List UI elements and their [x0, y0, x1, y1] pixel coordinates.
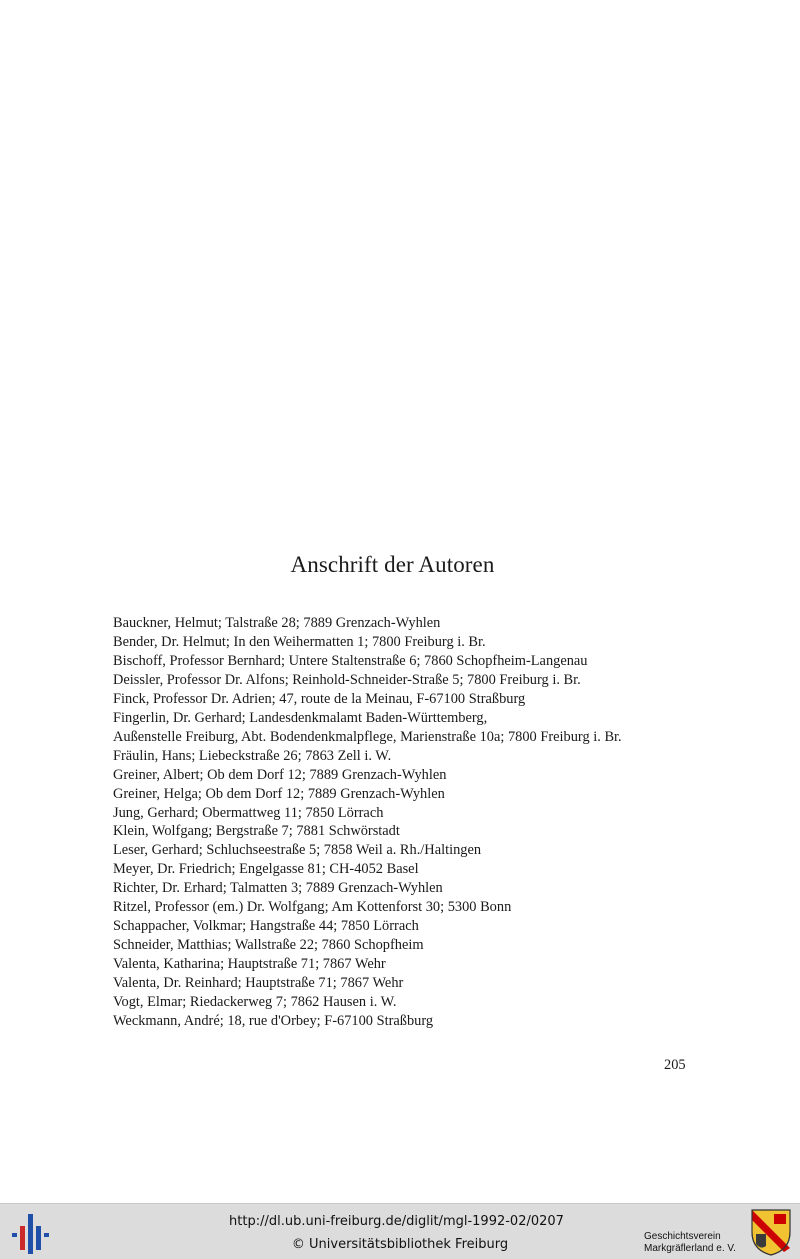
author-entry: Valenta, Dr. Reinhard; Hauptstraße 71; 7867 Wehr — [113, 975, 404, 992]
author-entry: Deissler, Professor Dr. Alfons; Reinhold-Schneider-Straße 5; 7800 Freiburg i. Br. — [113, 671, 581, 688]
author-entry: Schappacher, Volkmar; Hangstraße 44; 7850 Lörrach — [113, 918, 419, 935]
author-address-list — [113, 614, 622, 1031]
author-entry: Bender, Dr. Helmut; In den Weihermatten 1; 7800 Freiburg i. Br. — [113, 633, 486, 650]
page-number: 205 — [664, 1057, 686, 1073]
coat-of-arms-icon — [750, 1208, 792, 1256]
author-entry: Meyer, Dr. Friedrich; Engelgasse 81; CH-4052 Basel — [113, 861, 419, 878]
author-entry: Valenta, Katharina; Hauptstraße 71; 7867 Wehr — [113, 956, 386, 973]
author-entry: Bauckner, Helmut; Talstraße 28; 7889 Grenzach-Wyhlen — [113, 615, 441, 631]
author-entry: Ritzel, Professor (em.) Dr. Wolfgang; Am Kottenforst 30; 5300 Bonn — [113, 899, 512, 916]
society-name-line2: Markgräflerland e. V. — [644, 1243, 736, 1254]
copyright-text: © Universitätsbibliothek Freiburg — [291, 1237, 509, 1252]
source-url-link[interactable]: http://dl.ub.uni-freiburg.de/diglit/mgl-1992-02/0207 — [229, 1214, 564, 1229]
society-name — [644, 1231, 736, 1255]
author-entry: Jung, Gerhard; Obermattweg 11; 7850 Lörrach — [113, 804, 384, 821]
author-entry: Fräulin, Hans; Liebeckstraße 26; 7863 Zell i. W. — [113, 747, 392, 764]
author-entry: Vogt, Elmar; Riedackerweg 7; 7862 Hausen i. W. — [113, 994, 397, 1011]
author-entry: Fingerlin, Dr. Gerhard; Landesdenkmalamt Baden-Württemberg, — [113, 709, 488, 726]
society-name-line1: Geschichtsverein — [644, 1231, 721, 1242]
author-entry: Schneider, Matthias; Wallstraße 22; 7860 Schopfheim — [113, 937, 424, 954]
author-entry: Bischoff, Professor Bernhard; Untere Staltenstraße 6; 7860 Schopfheim-Langenau — [113, 652, 588, 669]
author-entry: Leser, Gerhard; Schluchseestraße 5; 7858 Weil a. Rh./Haltingen — [113, 842, 482, 859]
author-entry: Klein, Wolfgang; Bergstraße 7; 7881 Schwörstadt — [113, 823, 400, 840]
author-entry: Greiner, Albert; Ob dem Dorf 12; 7889 Grenzach-Wyhlen — [113, 766, 447, 783]
author-entry: Richter, Dr. Erhard; Talmatten 3; 7889 Grenzach-Wyhlen — [113, 880, 443, 897]
author-entry: Greiner, Helga; Ob dem Dorf 12; 7889 Grenzach-Wyhlen — [113, 785, 445, 802]
author-entry: Weckmann, André; 18, rue d'Orbey; F-67100 Straßburg — [113, 1013, 434, 1030]
author-entry: Außenstelle Freiburg, Abt. Bodendenkmalpflege, Marienstraße 10a; 7800 Freiburg i. Br. — [113, 728, 622, 745]
page-heading: Anschrift der Autoren — [290, 552, 495, 577]
author-entry: Finck, Professor Dr. Adrien; 47, route de la Meinau, F-67100 Straßburg — [113, 690, 526, 707]
footer-bar — [0, 1203, 800, 1259]
